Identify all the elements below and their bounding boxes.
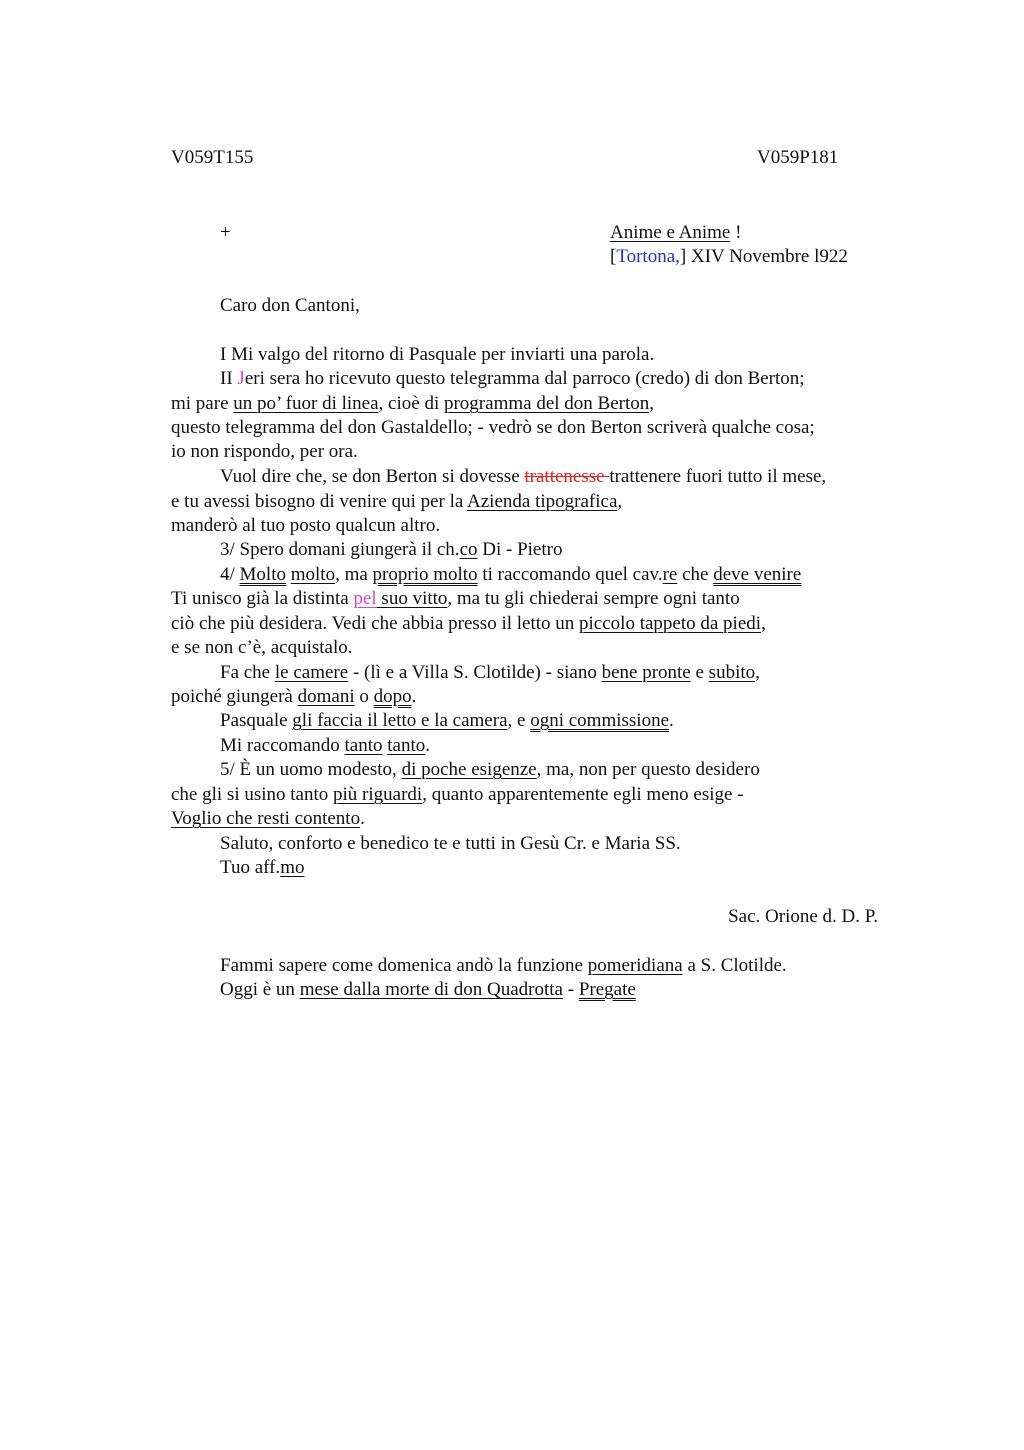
letter-line: e tu avessi bisogno di venire qui per la Azienda tipografica,	[171, 491, 623, 512]
deleted-word: trattenesse	[524, 466, 610, 487]
inserted-word: pel	[353, 588, 377, 609]
place-date	[610, 246, 848, 268]
document-code-left: V059T155	[171, 147, 254, 168]
letter-line: e se non c’è, acquistalo.	[171, 637, 353, 658]
letter-line: mi pare un po’ fuor di linea, cioè di programma del don Berton,	[171, 393, 654, 414]
letter-line: io non rispondo, per ora.	[171, 441, 358, 462]
letter-line: 5/ È un uomo modesto, di poche esigenze, ma, non per questo desidero	[220, 759, 760, 780]
letter-line: Voglio che resti contento.	[171, 808, 365, 829]
closing: Tuo aff.mo	[220, 857, 305, 878]
signature: Sac. Orione d. D. P.	[728, 906, 878, 927]
letter-line: I Mi valgo del ritorno di Pasquale per inviarti una parola.	[220, 344, 655, 365]
motto	[610, 222, 741, 244]
letter-line: questo telegramma del don Gastaldello; - vedrò se don Berton scriverà qualche cosa;	[171, 417, 815, 438]
postscript-line: Fammi sapere come domenica andò la funzione pomeridiana a S. Clotilde.	[220, 955, 787, 976]
cross-mark: +	[220, 222, 231, 243]
postscript-line: Oggi è un mese dalla morte di don Quadrotta - Pregate	[220, 979, 636, 1000]
place-name: Tortona,	[616, 246, 680, 267]
letter-line: poiché giungerà domani o dopo.	[171, 686, 417, 707]
letter-line: Vuol dire che, se don Berton si dovesse trattenesse trattenere fuori tutto il mese,	[220, 466, 827, 487]
motto-text: Anime e Anime	[610, 222, 731, 243]
date-text: ] XIV Novembre l922	[679, 246, 848, 267]
letter-line: II Jeri sera ho ricevuto questo telegramma dal parroco (credo) di don Berton;	[220, 368, 805, 389]
letter-line: 4/ Molto molto, ma proprio molto ti raccomando quel cav.re che deve venire	[220, 564, 802, 585]
letter-line: che gli si usino tanto più riguardi, quanto apparentemente egli meno esige -	[171, 784, 744, 805]
motto-excl: !	[730, 222, 742, 243]
salutation: Caro don Cantoni,	[220, 295, 360, 316]
document-code-right: V059P181	[757, 147, 839, 168]
letter-line: Mi raccomando tanto tanto.	[220, 735, 431, 756]
letter-line: Fa che le camere - (lì e a Villa S. Clotilde) - siano bene pronte e subito,	[220, 662, 760, 683]
bracket-open: [	[610, 246, 617, 267]
inserted-letter: J	[237, 368, 245, 389]
letter-line: manderò al tuo posto qualcun altro.	[171, 515, 441, 536]
letter-line: Ti unisco già la distinta pel suo vitto, ma tu gli chiederai sempre ogni tanto	[171, 588, 740, 609]
letter-line: Pasquale gli faccia il letto e la camera, e ogni commissione.	[220, 710, 674, 731]
letter-line: Saluto, conforto e benedico te e tutti in Gesù Cr. e Maria SS.	[220, 833, 681, 854]
letter-line: 3/ Spero domani giungerà il ch.co Di - Pietro	[220, 539, 563, 560]
letter-line: ciò che più desidera. Vedi che abbia presso il letto un piccolo tappeto da piedi,	[171, 613, 766, 634]
